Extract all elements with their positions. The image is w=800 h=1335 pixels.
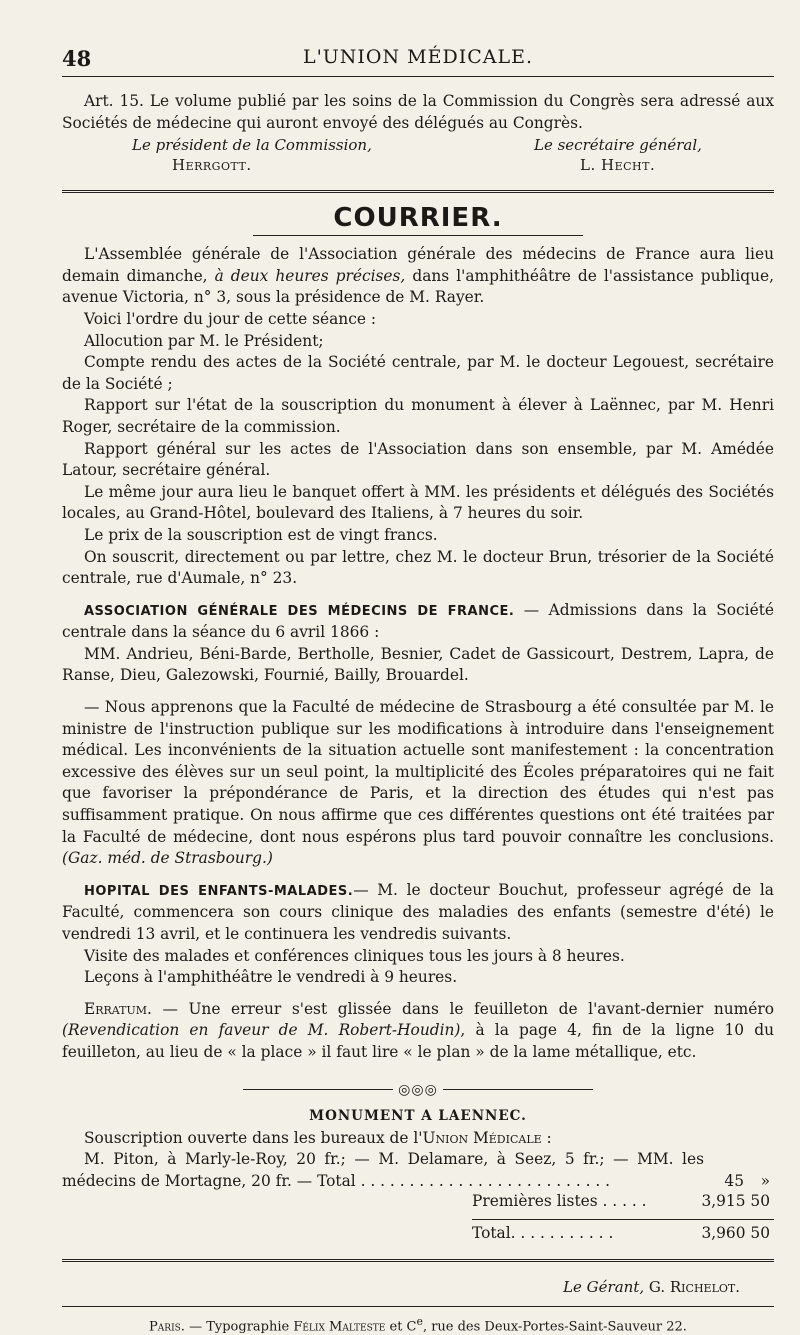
agenda-intro: Voici l'ordre du jour de cette séance :	[84, 309, 377, 328]
page-header	[62, 40, 774, 70]
agenda-item-compte-rendu: Compte rendu des actes de la Société centrale, par M. le docteur Legouest, secrétaire de la Société ;	[62, 353, 774, 393]
agenda-item-allocution: Allocution par M. le Président;	[84, 331, 324, 350]
title-rule	[253, 235, 583, 236]
previous-lists-value: 3,915 50	[701, 1192, 770, 1211]
president-name: Herrgott.	[172, 156, 252, 175]
association-members: MM. Andrieu, Béni-Barde, Bertholle, Besnier, Cadet de Gassicourt, Destrem, Lapra, de Ranse, Dieu, Galezowski, Fournié, Bailly, Brouardel.	[62, 644, 774, 685]
ornament-divider: ◎◎◎	[62, 1082, 774, 1098]
monument-intro: Souscription ouverte dans les bureaux de l'Union Médicale :	[84, 1128, 552, 1147]
page-number: 48	[62, 46, 92, 71]
hopital-visits: Visite des malades et conférences cliniques tous les jours à 8 heures.	[84, 946, 625, 965]
secretary-name: L. Hecht.	[580, 156, 656, 175]
footer-rule	[62, 1306, 774, 1307]
section-divider	[62, 190, 774, 193]
gerant-signature: Le Gérant, G. Richelot.	[563, 1278, 740, 1297]
grand-total-row: Total. . . . . . . . . . . 3,960 50	[472, 1224, 770, 1243]
agenda-item-rapport-general: Rapport général sur les actes de l'Association dans son ensemble, par M. Amédée Latour, secrétaire général.	[62, 439, 774, 480]
erratum-paragraph: Erratum. — Une erreur s'est glissée dans le feuilleton de l'avant-dernier numéro (Revendication en faveur de M. Robert-Houdin), à la page 4, fin de la ligne 10 du feuilleton, au lieu de « la place » il faut lire « le plan » de la lame métallique, etc.	[62, 999, 775, 1061]
secretary-role: Le secrétaire général,	[534, 136, 702, 155]
hopital-lessons: Leçons à l'amphithéâtre le vendredi à 9 heures.	[84, 968, 458, 987]
closing-divider	[62, 1259, 774, 1262]
monument-subscribers: M. Piton, à Marly-le-Roy, 20 fr.; — M. Delamare, à Seez, 5 fr.; — MM. les médecins de Mortagne, 20 fr. — Total . . . . . . . . . . . . . . . . . . . . . . . . . . 45 »	[62, 1149, 774, 1192]
sum-rule	[472, 1219, 774, 1220]
header-rule	[62, 76, 774, 77]
price-paragraph: Le prix de la souscription est de vingt francs.	[84, 525, 438, 544]
newspaper-page	[62, 40, 774, 1335]
banquet-paragraph: Le même jour aura lieu le banquet offert à MM. les présidents et délégués des Sociétés locales, au Grand-Hôtel, boulevard des Italiens, à 7 heures du soir.	[62, 482, 774, 523]
printer-footer: Paris. — Typographie Félix Malteste et Ce, rue des Deux-Portes-Saint-Sauveur 22.	[149, 1315, 687, 1335]
president-role: Le président de la Commission,	[132, 136, 372, 155]
assembly-paragraph: L'Assemblée générale de l'Association générale des médecins de France aura lieu demain dimanche, à deux heures précises, dans l'amphithéâtre de l'assistance publique, avenue Victoria, n° 3, sous la présidence de M. Rayer.	[62, 245, 775, 307]
commission-signatures	[62, 134, 774, 178]
journal-title: L'UNION MÉDICALE.	[302, 46, 534, 68]
grand-total-value: 3,960 50	[701, 1224, 770, 1243]
subscription-paragraph: On souscrit, directement ou par lettre, chez M. le docteur Brun, trésorier de la Société centrale, rue d'Aumale, n° 23.	[62, 547, 774, 588]
hopital-paragraph: HOPITAL DES ENFANTS-MALADES.— M. le docteur Bouchut, professeur agrégé de la Faculté, commencera son cours clinique des maladies des enfants (semestre d'été) le vendredi 13 avril, et le continuera les vendredis suivants.	[62, 880, 774, 943]
agenda-item-rapport-laennec: Rapport sur l'état de la souscription du monument à élever à Laënnec, par M. Henri Roger, secrétaire de la commission.	[62, 396, 774, 436]
faculte-paragraph: — Nous apprenons que la Faculté de médecine de Strasbourg a été consultée par M. le ministre de l'instruction publique sur les modifications à introduire dans l'enseignement médical. Les inconvénients de la situation actuelle sont manifestement : la concentration excessive des élèves sur un seul point, la multiplicité des Écoles préparatoires qui ne fait que favoriser la prépondérance de Paris, et la direction des études qui n'est pas suffisamment pratique. On nous affirme que ces différentes questions ont été traitées par la Faculté de médecine, dont nous espérons plus tard pouvoir connaître les conclusions. (Gaz. méd. de Strasbourg.)	[62, 698, 774, 868]
article-15: Art. 15. Le volume publié par les soins de la Commission du Congrès sera adressé aux Sociétés de médecine qui auront envoyé des délégués au Congrès.	[62, 92, 774, 132]
previous-lists-row: Premières listes . . . . . 3,915 50	[472, 1192, 770, 1211]
monument-title: MONUMENT A LAENNEC.	[309, 1107, 527, 1124]
association-paragraph: ASSOCIATION GÉNÉRALE DES MÉDECINS DE FRANCE. — Admissions dans la Société centrale dans la séance du 6 avril 1866 :	[62, 600, 774, 642]
monument-total-now: 45	[724, 1171, 744, 1190]
courrier-title: COURRIER.	[333, 203, 503, 234]
